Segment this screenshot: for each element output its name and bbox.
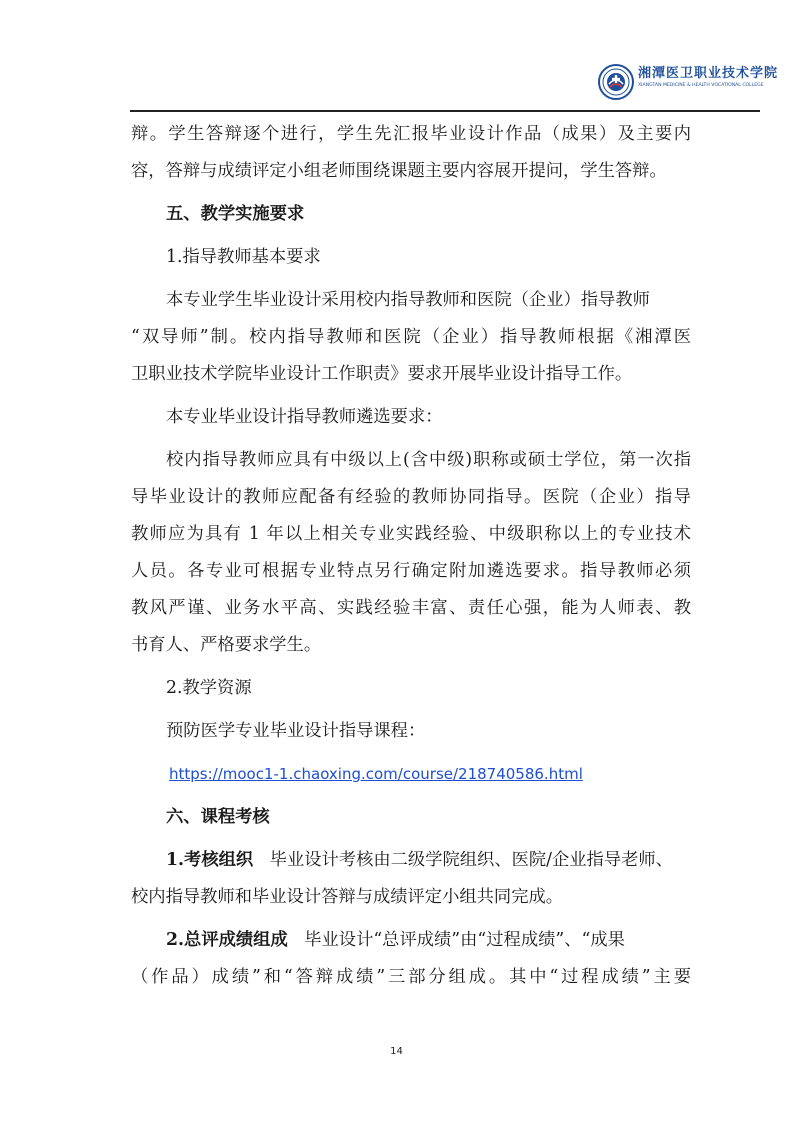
page-number: 14: [390, 1046, 403, 1057]
course-link-row: [131, 756, 691, 793]
document-body: [131, 116, 691, 996]
text-line: [131, 842, 691, 879]
text-line: 书育人、严格要求学生。: [131, 635, 322, 655]
course-link[interactable]: https://mooc1-1.chaoxing.com/course/218740586.html: [169, 765, 583, 783]
inline-label: 2.总评成绩组成: [166, 930, 288, 950]
text-line: 容，答辩与成绩评定小组老师围绕课题主要内容展开提问，学生答辩。: [131, 161, 667, 181]
paragraph-grade-composition: [131, 922, 691, 996]
inline-label: 1.考核组织: [166, 850, 254, 870]
paragraph-assessment-organization: [131, 842, 691, 916]
inline-text: 毕业设计考核由二级学院组织、医院/企业指导老师、: [269, 850, 673, 870]
text-line: 导毕业设计的教师应配备有经验的教师协同指导。医院（企业）指导: [131, 487, 691, 507]
subheading-teaching-resources: 2.教学资源: [166, 678, 252, 698]
text-line: “双导师”制。校内指导教师和医院（企业）指导教师根据《湘潭医: [131, 327, 691, 347]
page-header: [0, 0, 793, 112]
school-name-block: [638, 66, 779, 90]
text-line: [131, 922, 691, 959]
paragraph-defense: [131, 116, 691, 190]
text-line: 教风严谨、业务水平高、实践经验丰富、责任心强，能为人师表、教: [131, 598, 691, 618]
paragraph-selection-intro: 本专业毕业设计指导教师遴选要求：: [166, 407, 443, 427]
text-line: 校内指导教师应具有中级以上(含中级)职称或硕士学位，第一次指: [166, 450, 691, 470]
paragraph-selection-requirements: [131, 442, 691, 664]
text-line: 人员。各专业可根据专业特点另行确定附加遴选要求。指导教师必须: [131, 561, 691, 581]
text-line: 卫职业技术学院毕业设计工作职责》要求开展毕业设计指导工作。: [131, 364, 633, 384]
section-heading-5: 五、教学实施要求: [166, 204, 305, 224]
school-logo-icon: [598, 64, 634, 100]
header-rule: [130, 110, 760, 112]
section-heading-6: 六、课程考核: [166, 807, 270, 827]
subheading-teacher-requirements: 1.指导教师基本要求: [166, 247, 321, 267]
school-name-cn: 湘潭医卫职业技术学院: [638, 66, 779, 81]
inline-text: 毕业设计“总评成绩”由“过程成绩”、“成果: [304, 930, 625, 950]
paragraph-course-intro: 预防医学专业毕业设计指导课程：: [166, 721, 426, 741]
text-line: 教师应为具有 1 年以上相关专业实践经验、中级职称以上的专业技术: [131, 524, 691, 544]
text-line: 校内指导教师和毕业设计答辩与成绩评定小组共同完成。: [131, 887, 564, 907]
paragraph-dual-tutor: [131, 282, 691, 393]
text-line: （作品）成绩”和“答辩成绩”三部分组成。其中“过程成绩”主要: [131, 967, 691, 987]
school-name-en: XIANGTAN MEDICINE & HEALTH VOCATIONAL COLLEGE: [638, 83, 764, 88]
text-line: 本专业学生毕业设计采用校内指导教师和医院（企业）指导教师: [166, 290, 650, 310]
text-line: 辩。学生答辩逐个进行，学生先汇报毕业设计作品（成果）及主要内: [131, 124, 691, 144]
